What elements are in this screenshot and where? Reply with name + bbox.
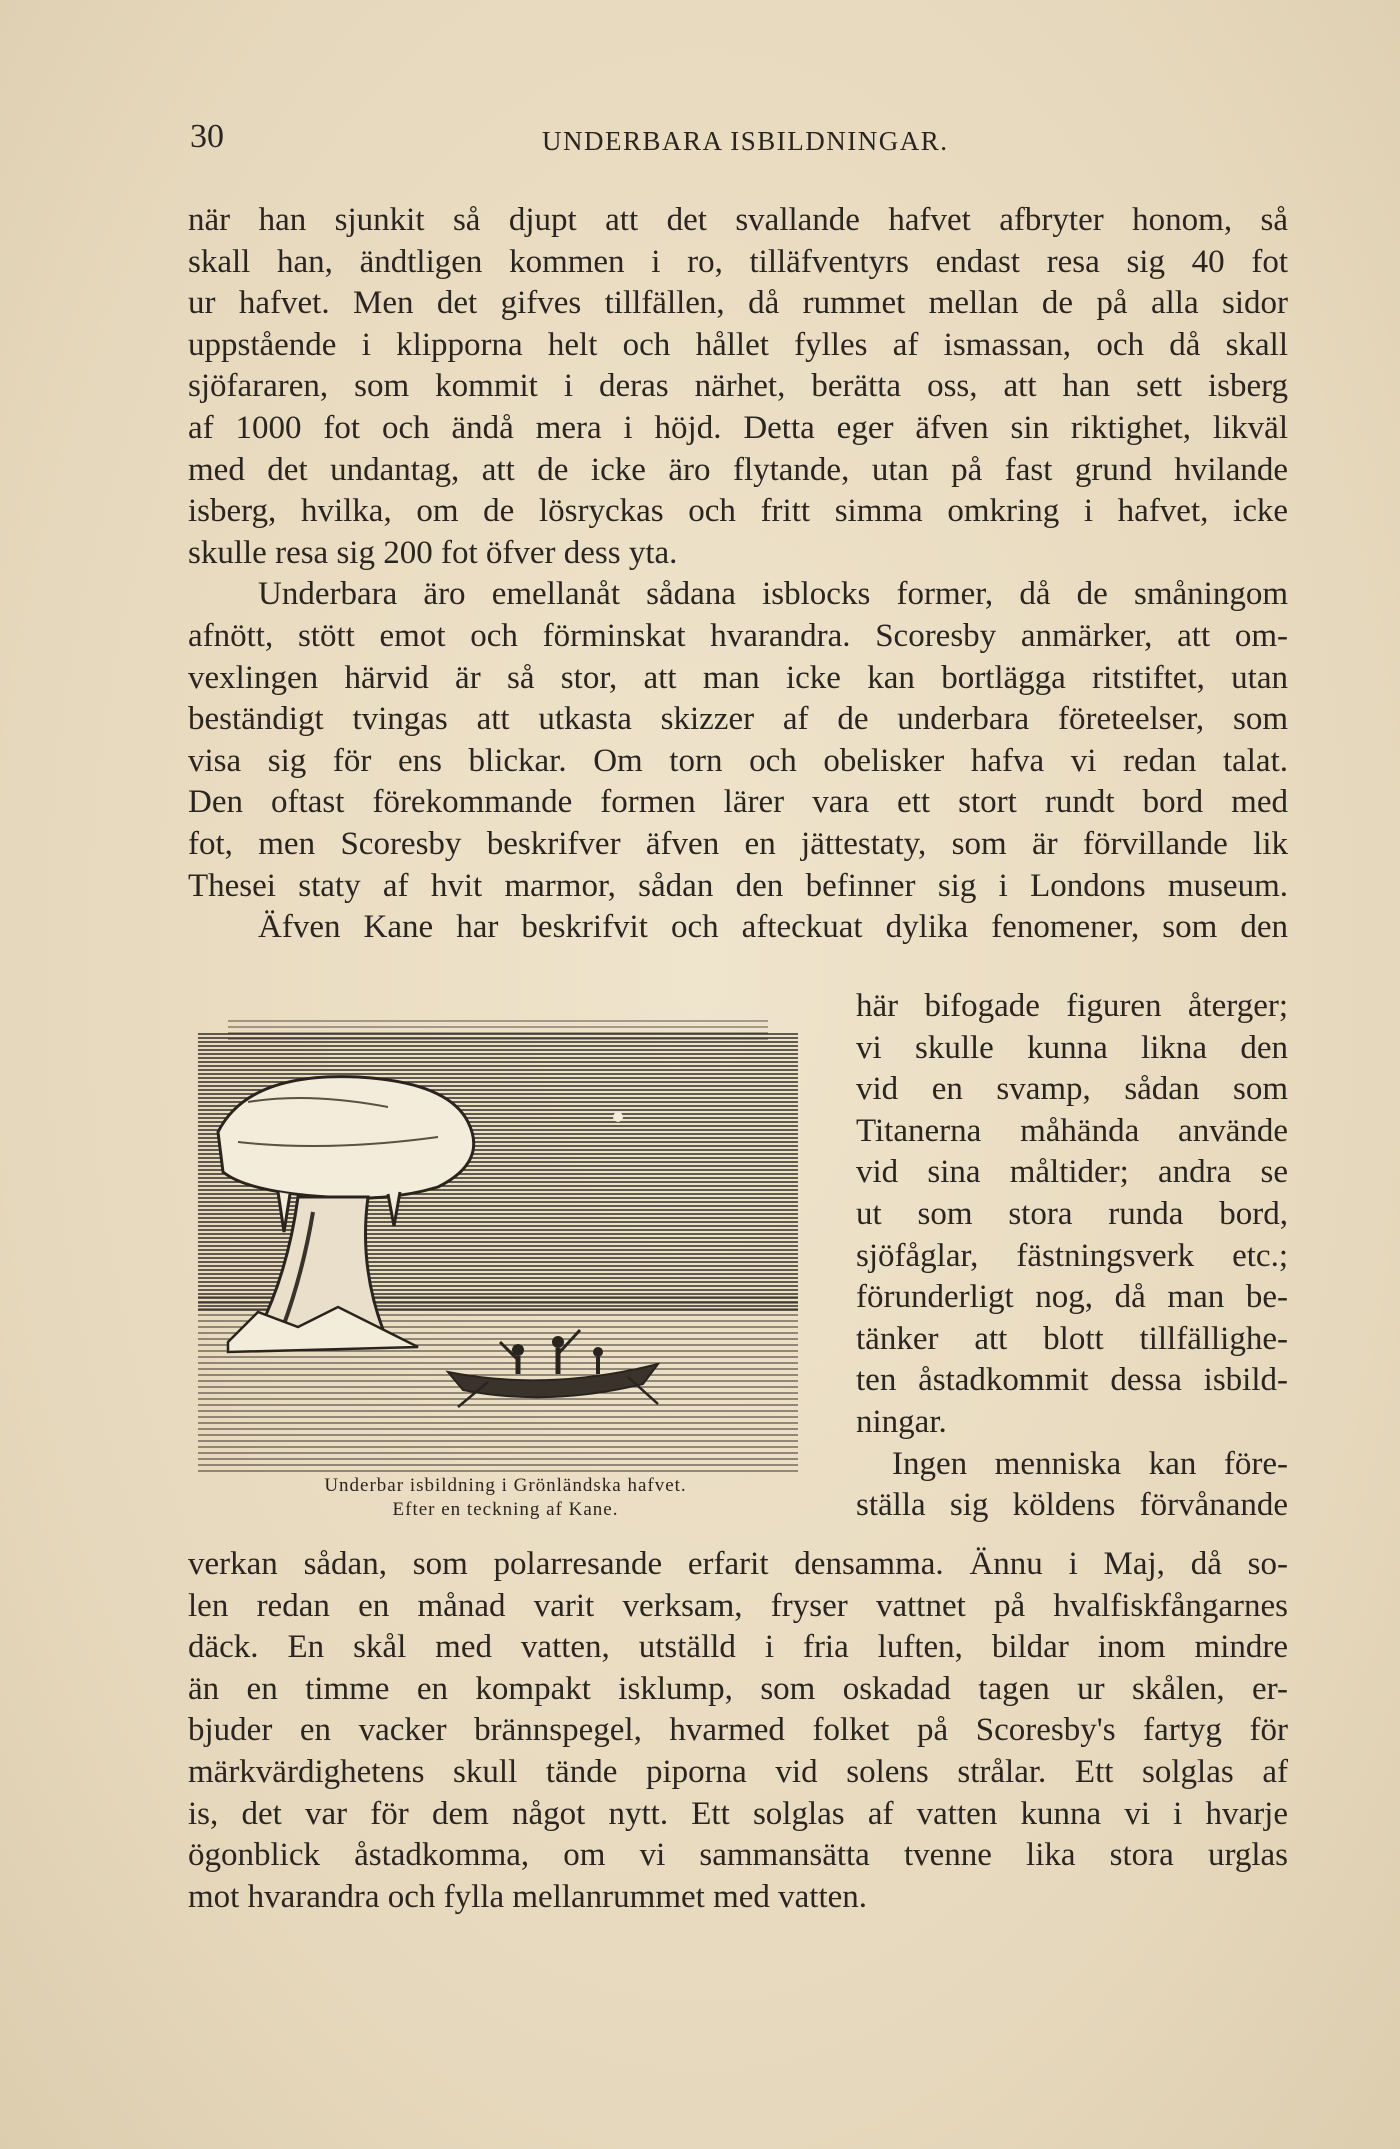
text-line: uppstående i klipporna helt och hållet fylles af ismassan, och då skall <box>188 326 1288 363</box>
figure-iceberg <box>188 1012 823 1482</box>
text-line: Underbara äro emellanåt sådana isblocks former, då de småningom <box>258 576 1288 613</box>
text-line: när han sjunkit så djupt att det svallande hafvet afbryter honom, så <box>188 202 1288 238</box>
text-line: skall han, ändtligen kommen i ro, tilläfventyrs endast resa sig 40 fot <box>188 243 1288 280</box>
text-line: vi skulle kunna likna den <box>856 1029 1288 1066</box>
text-line: ten åstadkommit dessa isbild- <box>856 1362 1288 1399</box>
text-line: sjöfararen, som kommit i deras närhet, berätta oss, att han sett isberg <box>188 368 1288 405</box>
text-line: vexlingen härvid är så stor, att man icke kan bortlägga ritstiftet, utan <box>188 659 1288 696</box>
text-line: tänker att blott tillfällighe- <box>856 1320 1288 1357</box>
text-line: verkan sådan, som polarresande erfarit densamma. Ännu i Maj, då so- <box>188 1546 1288 1582</box>
text-line: ögonblick åstadkomma, om vi sammansätta tvenne lika stora urglas <box>188 1837 1288 1874</box>
page-header <box>190 118 1310 158</box>
caption-line: Efter en teckning af Kane. <box>392 1499 619 1520</box>
body-text-bottom <box>188 1544 1288 1918</box>
figure-caption <box>188 1474 823 1522</box>
text-line: förunderligt nog, då man be- <box>856 1279 1288 1316</box>
text-line: mot hvarandra och fylla mellanrummet med vatten. <box>188 1878 868 1915</box>
text-line: len redan en månad varit verksam, fryser vattnet på hvalfiskfångarnes <box>188 1587 1288 1624</box>
text-line: beständigt tvingas att utkasta skizzer af de underbara företeelser, som <box>188 701 1288 738</box>
text-line: is, det var för dem något nytt. Ett solglas af vatten kunna vi i hvarje <box>188 1795 1288 1832</box>
text-line: Äfven Kane har beskrifvit och afteckuat dylika fenomener, som den <box>258 909 1288 946</box>
text-line: med det undantag, att de icke äro flytande, utan på fast grund hvilande <box>188 451 1288 488</box>
text-line: Thesei staty af hvit marmor, sådan den befinner sig i Londons museum. <box>188 867 1288 904</box>
text-line: fot, men Scoresby beskrifver äfven en jättestaty, som är förvillande lik <box>188 825 1288 862</box>
text-line: isberg, hvilka, om de lösryckas och fritt simma omkring i hafvet, icke <box>188 493 1288 530</box>
text-line: märkvärdighetens skull tände piporna vid solens strålar. Ett solglas af <box>188 1753 1288 1790</box>
text-line: Ingen menniska kan före- <box>892 1445 1288 1482</box>
text-line: än en timme en kompakt isklump, som oskadad tagen ur skålen, er- <box>188 1670 1288 1707</box>
text-line: skulle resa sig 200 fot öfver dess yta. <box>188 534 678 571</box>
text-line: däck. En skål med vatten, utställd i fria luften, bildar inom mindre <box>188 1629 1288 1666</box>
text-line: vid sina måltider; andra se <box>856 1154 1288 1191</box>
text-line: sjöfåglar, fästningsverk etc.; <box>856 1237 1288 1274</box>
text-line: här bifogade figuren återger; <box>856 988 1288 1024</box>
text-line: Titanerna måhända använde <box>856 1112 1288 1149</box>
text-line: ut som stora runda bord, <box>856 1195 1288 1232</box>
iceberg-boat-engraving-icon <box>188 1012 823 1482</box>
body-text-top <box>188 200 1288 949</box>
text-line: visa sig för ens blickar. Om torn och obelisker hafva vi redan talat. <box>188 742 1288 779</box>
caption-line: Underbar isbildning i Grönländska hafvet. <box>324 1475 687 1496</box>
text-line: ställa sig köldens förvånande <box>856 1487 1288 1524</box>
text-line: bjuder en vacker brännspegel, hvarmed folket på Scoresby's fartyg för <box>188 1712 1288 1749</box>
text-line: vid en svamp, sådan som <box>856 1071 1288 1108</box>
body-text-wrap <box>856 986 1288 1527</box>
text-line: ur hafvet. Men det gifves tillfällen, då rummet mellan de på alla sidor <box>188 285 1288 322</box>
text-line: Den oftast förekommande formen lärer vara ett stort rundt bord med <box>188 784 1288 821</box>
running-head: UNDERBARA ISBILDNINGAR. <box>542 126 949 156</box>
text-line: af 1000 fot och ändå mera i höjd. Detta eger äfven sin riktighet, likväl <box>188 409 1288 446</box>
text-line: ningar. <box>856 1403 947 1440</box>
page-number: 30 <box>190 118 224 155</box>
text-line: afnött, stött emot och förminskat hvarandra. Scoresby anmärker, att om- <box>188 617 1288 654</box>
